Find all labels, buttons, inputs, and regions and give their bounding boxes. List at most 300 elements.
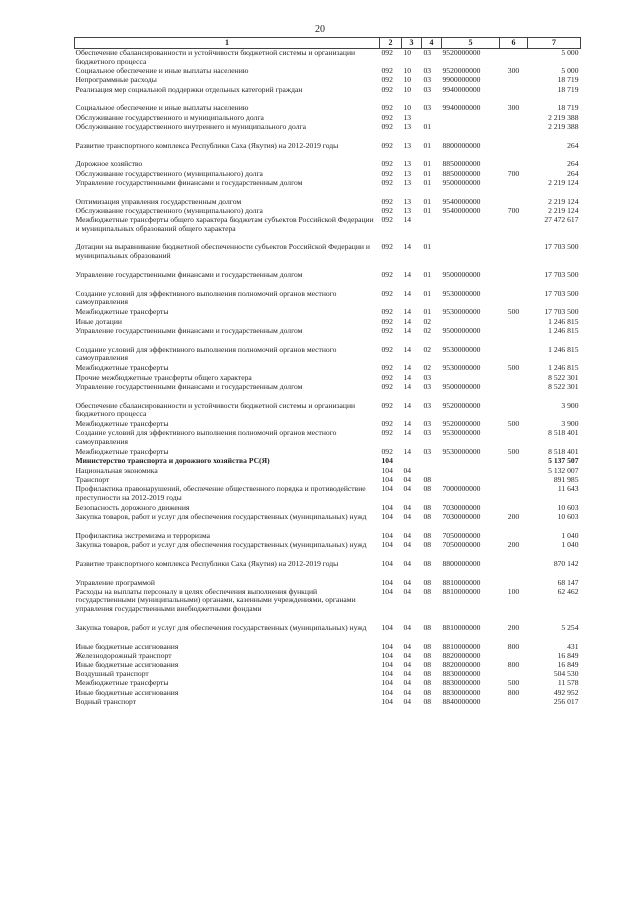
table-row — [75, 689, 581, 698]
row-code-section: 14 — [403, 289, 412, 298]
row-code-target — [442, 467, 500, 476]
row-name: Воздушный транспорт — [75, 670, 149, 679]
row-code-grbs: 104 — [381, 541, 393, 549]
row-amount: 2 219 388 — [548, 113, 579, 122]
row-amount: 27 472 617 — [544, 215, 579, 224]
row-name: Безопасность дорожного движения — [75, 503, 190, 512]
row-code-type — [500, 698, 528, 707]
row-code-grbs: 092 — [381, 67, 393, 76]
row-code-section: 13 — [403, 113, 412, 122]
row-code-subsection: 01 — [423, 160, 432, 169]
row-amount: 10 603 — [557, 513, 579, 522]
row-code-section: 04 — [403, 541, 412, 549]
row-code-target: 9540000000 — [442, 197, 481, 206]
row-code-subsection: 01 — [423, 206, 432, 215]
row-code-grbs: 104 — [381, 513, 393, 522]
row-code-subsection: 03 — [423, 48, 432, 57]
row-amount: 68 147 — [557, 578, 579, 587]
row-code-grbs: 104 — [381, 587, 393, 596]
table-row — [75, 643, 581, 652]
row-amount: 8 518 401 — [548, 448, 579, 457]
header-col-1: 1 — [75, 38, 380, 49]
row-code-grbs: 092 — [381, 85, 393, 94]
row-code-grbs: 104 — [381, 475, 393, 484]
row-code-section: 04 — [403, 587, 412, 596]
row-name: Социальное обеспечение и иные выплаты населению — [75, 104, 249, 113]
row-code-grbs: 092 — [381, 104, 393, 113]
table-row — [75, 402, 581, 421]
row-amount: 2 219 124 — [548, 178, 579, 187]
table-row — [75, 476, 581, 485]
table-row — [75, 374, 581, 383]
row-amount: 5 137 507 — [548, 457, 579, 466]
row-name: Иные бюджетные ассигнования — [75, 660, 179, 669]
row-code-section: 10 — [403, 76, 412, 85]
row-code-type — [500, 560, 528, 579]
row-code-target — [442, 243, 500, 270]
row-name: Транспорт — [75, 475, 110, 484]
row-amount: 891 985 — [553, 475, 579, 484]
row-code-type — [500, 383, 528, 402]
row-name: Создание условий для эффективного выполнения полномочий органов местного самоуправления — [75, 429, 337, 447]
row-code-section: 13 — [403, 169, 412, 178]
row-code-target: 9900000000 — [442, 76, 481, 85]
row-code-subsection: 08 — [423, 485, 432, 494]
row-code-grbs: 092 — [381, 160, 393, 169]
row-code-subsection: 08 — [423, 660, 432, 669]
row-code-type: 800 — [507, 642, 520, 651]
table-row — [75, 198, 581, 207]
row-name: Управление государственными финансами и государственным долгом — [75, 382, 303, 391]
table-row — [75, 271, 581, 290]
row-code-target: 7030000000 — [442, 503, 481, 512]
row-name: Непрограммные расходы — [75, 76, 157, 85]
row-code-type: 500 — [507, 308, 520, 317]
row-amount: 870 142 — [553, 559, 579, 568]
row-code-subsection: 08 — [423, 688, 432, 697]
row-code-type: 200 — [507, 623, 520, 632]
row-code-section: 04 — [403, 466, 412, 475]
table-row — [75, 104, 581, 113]
row-code-type: 500 — [507, 420, 520, 429]
row-code-section: 04 — [403, 697, 412, 706]
row-amount: 492 952 — [553, 688, 579, 697]
row-amount: 16 849 — [557, 651, 579, 660]
row-code-grbs: 092 — [381, 364, 393, 373]
row-name: Управление государственными финансами и государственным долгом — [75, 178, 303, 187]
header-col-3: 3 — [402, 38, 422, 49]
row-code-type — [500, 123, 528, 142]
row-code-subsection: 08 — [423, 578, 432, 587]
row-code-target: 8820000000 — [442, 651, 481, 660]
row-amount: 1 246 815 — [548, 317, 579, 326]
row-amount: 11 643 — [557, 485, 579, 494]
header-col-6: 6 — [500, 38, 528, 49]
row-name: Обеспечение сбалансированности и устойчивости бюджетной системы и организации бюджетного процесса — [75, 48, 356, 66]
header-row — [75, 38, 581, 49]
row-code-subsection: 01 — [423, 197, 432, 206]
row-code-subsection: 08 — [423, 513, 432, 522]
row-code-target: 9540000000 — [442, 206, 481, 215]
row-code-section: 14 — [403, 345, 412, 354]
row-amount: 8 518 401 — [548, 429, 579, 438]
row-code-grbs: 104 — [381, 670, 393, 679]
row-amount: 5 254 — [561, 623, 579, 632]
row-amount: 256 017 — [553, 697, 579, 706]
row-code-section: 04 — [403, 503, 412, 512]
row-code-type — [500, 86, 528, 105]
row-code-section: 13 — [403, 122, 412, 131]
row-code-type — [500, 179, 528, 198]
header-col-7: 7 — [528, 38, 581, 49]
row-code-target: 9940000000 — [442, 104, 481, 113]
row-code-subsection: 08 — [423, 559, 432, 568]
row-code-target: 7050000000 — [442, 531, 481, 540]
row-code-subsection: 02 — [423, 364, 432, 373]
row-code-target: 8810000000 — [442, 578, 481, 587]
row-code-grbs: 092 — [381, 317, 393, 326]
table-row — [75, 49, 581, 68]
row-code-type — [500, 504, 528, 513]
row-code-grbs: 092 — [381, 215, 393, 224]
row-code-type — [500, 327, 528, 346]
row-amount: 17 703 500 — [544, 270, 579, 279]
row-amount: 18 719 — [557, 76, 579, 85]
row-code-subsection — [422, 216, 442, 243]
row-code-section: 04 — [403, 623, 412, 632]
row-code-section: 04 — [403, 485, 412, 494]
row-code-section — [402, 457, 422, 466]
table-row — [75, 364, 581, 373]
row-amount: 8 522 301 — [548, 373, 579, 382]
row-amount: 62 462 — [557, 587, 579, 596]
row-code-grbs: 104 — [381, 531, 393, 540]
row-code-type — [500, 670, 528, 679]
row-code-subsection: 03 — [423, 85, 432, 94]
row-code-type: 100 — [507, 587, 520, 596]
row-code-subsection: 08 — [423, 623, 432, 632]
row-code-subsection: 01 — [423, 122, 432, 131]
row-name: Развитие транспортного комплекса Республики Саха (Якутия) на 2012-2019 годы — [75, 559, 339, 568]
row-name: Развитие транспортного комплекса Республики Саха (Якутия) на 2012-2019 годы — [75, 141, 339, 150]
row-code-target: 9530000000 — [442, 308, 481, 317]
row-code-type — [500, 142, 528, 161]
row-code-target: 7030000000 — [442, 513, 481, 522]
row-name: Иные бюджетные ассигнования — [75, 688, 179, 697]
row-code-target — [442, 374, 500, 383]
row-code-grbs: 092 — [381, 141, 393, 150]
row-code-subsection: 03 — [423, 67, 432, 76]
table-row — [75, 560, 581, 579]
row-name: Обеспечение сбалансированности и устойчивости бюджетной системы и организации бюджетного процесса — [75, 401, 356, 419]
row-code-grbs: 104 — [381, 623, 393, 632]
row-code-grbs: 104 — [381, 559, 393, 568]
row-code-section: 10 — [403, 67, 412, 76]
table-row — [75, 652, 581, 661]
row-code-target: 8810000000 — [442, 587, 481, 596]
table-row — [75, 179, 581, 198]
row-code-section: 04 — [403, 642, 412, 651]
row-name: Реализация мер социальной поддержки отдельных категорий граждан — [75, 85, 303, 94]
row-amount: 1 246 815 — [548, 364, 579, 373]
table-row — [75, 67, 581, 76]
row-name: Дорожное хозяйство — [75, 160, 143, 169]
row-code-subsection: 08 — [423, 503, 432, 512]
row-code-target: 9500000000 — [442, 270, 481, 279]
row-name: Обслуживание государственного и муниципального долга — [75, 113, 264, 122]
row-code-subsection: 08 — [423, 587, 432, 596]
row-code-section: 04 — [403, 651, 412, 660]
row-amount: 1 040 — [561, 531, 579, 540]
table-row — [75, 346, 581, 365]
row-code-type — [500, 318, 528, 327]
row-code-target — [442, 457, 500, 466]
table-row — [75, 420, 581, 429]
row-code-section: 14 — [403, 382, 412, 391]
row-code-target: 9530000000 — [442, 345, 481, 354]
row-name: Межбюджетные трансферты — [75, 364, 169, 373]
row-code-target: 9520000000 — [442, 420, 481, 429]
row-code-target: 8830000000 — [442, 688, 481, 697]
row-code-type: 700 — [507, 206, 520, 215]
row-name: Национальная экономика — [75, 466, 158, 475]
table-row — [75, 504, 581, 513]
row-code-subsection: 01 — [423, 169, 432, 178]
row-amount: 17 703 500 — [544, 308, 579, 317]
row-code-section: 10 — [403, 104, 412, 113]
row-code-target: 8850000000 — [442, 169, 481, 178]
row-code-type — [500, 374, 528, 383]
row-code-type — [500, 532, 528, 541]
table-row — [75, 383, 581, 402]
row-code-grbs: 092 — [381, 382, 393, 391]
row-code-subsection: 03 — [423, 76, 432, 85]
row-code-subsection: 01 — [423, 243, 432, 252]
row-code-subsection: 03 — [423, 401, 432, 410]
row-code-section: 13 — [403, 178, 412, 187]
table-row — [75, 170, 581, 179]
row-code-subsection: 08 — [423, 531, 432, 540]
row-name: Дотации на выравнивание бюджетной обеспеченности субъектов Российской Федерации и муниципальных образований — [75, 243, 370, 260]
row-code-subsection: 08 — [423, 697, 432, 706]
table-row — [75, 679, 581, 688]
row-code-target: 8820000000 — [442, 660, 481, 669]
row-code-type — [500, 429, 528, 448]
row-code-type — [500, 346, 528, 365]
table-row — [75, 86, 581, 105]
row-code-target: 9500000000 — [442, 326, 481, 335]
row-code-section: 14 — [403, 429, 412, 438]
row-amount: 1 040 — [561, 541, 579, 549]
row-amount: 16 849 — [557, 660, 579, 669]
budget-table — [74, 37, 581, 707]
row-name: Расходы на выплаты персоналу в целях обеспечения выполнения функций государственными (муниципальными) органами, казенными учреждениями, органами управления государственными внебюджетными фондами — [75, 587, 356, 613]
row-code-section: 10 — [403, 85, 412, 94]
row-code-grbs: 092 — [381, 326, 393, 335]
table-row — [75, 624, 581, 643]
row-code-target: 9520000000 — [442, 401, 481, 410]
row-code-grbs: 092 — [381, 420, 393, 429]
row-code-section: 14 — [403, 243, 412, 252]
row-code-subsection: 02 — [423, 317, 432, 326]
row-name: Обслуживание государственного (муниципального) долга — [75, 206, 263, 215]
row-code-target — [442, 123, 500, 142]
row-code-subsection: 08 — [423, 541, 432, 549]
table-row — [75, 290, 581, 309]
table-row — [75, 579, 581, 588]
row-code-subsection: 08 — [423, 651, 432, 660]
row-name: Водный транспорт — [75, 697, 137, 706]
row-code-target: 9940000000 — [442, 85, 481, 94]
row-amount: 10 603 — [557, 503, 579, 512]
row-name: Прочие межбюджетные трансферты общего характера — [75, 373, 252, 382]
row-code-section: 04 — [403, 670, 412, 679]
row-code-subsection: 08 — [423, 642, 432, 651]
row-code-target: 8840000000 — [442, 697, 481, 706]
row-code-target — [442, 476, 500, 485]
row-code-subsection: 03 — [423, 382, 432, 391]
row-code-target: 8810000000 — [442, 623, 481, 632]
row-code-target — [442, 114, 500, 123]
row-code-subsection: 08 — [423, 475, 432, 484]
row-name: Оптимизация управления государственным долгом — [75, 197, 242, 206]
table-row — [75, 661, 581, 670]
row-code-target: 9530000000 — [442, 289, 481, 298]
row-code-subsection: 03 — [423, 448, 432, 457]
row-amount: 5 132 007 — [548, 466, 579, 475]
row-code-type — [500, 476, 528, 485]
row-code-target: 8810000000 — [442, 642, 481, 651]
row-code-grbs: 092 — [381, 76, 393, 85]
row-name: Закупка товаров, работ и услуг для обеспечения государственных (муниципальных) нужд — [75, 541, 367, 549]
row-amount: 11 578 — [557, 679, 579, 688]
row-code-type: 200 — [507, 513, 520, 522]
table-row — [75, 670, 581, 679]
table-row — [75, 114, 581, 123]
table-row — [75, 216, 581, 243]
row-amount: 2 219 124 — [548, 206, 579, 215]
row-code-type — [500, 485, 528, 504]
row-code-subsection — [422, 457, 442, 466]
row-code-section: 13 — [403, 160, 412, 169]
row-code-type — [500, 243, 528, 270]
row-code-target: 8800000000 — [442, 141, 481, 150]
row-code-grbs: 092 — [381, 270, 393, 279]
row-code-type: 200 — [507, 541, 520, 549]
row-code-section: 14 — [403, 215, 412, 224]
row-name: Создание условий для эффективного выполнения полномочий органов местного самоуправления — [75, 345, 337, 363]
row-code-target — [442, 216, 500, 243]
row-code-grbs: 092 — [381, 373, 393, 382]
row-code-grbs: 104 — [381, 578, 393, 587]
row-code-type — [500, 467, 528, 476]
row-code-type — [500, 76, 528, 85]
row-code-grbs: 092 — [381, 206, 393, 215]
row-amount: 5 000 — [561, 48, 579, 57]
header-col-5: 5 — [442, 38, 500, 49]
row-code-type — [500, 160, 528, 169]
row-code-section: 14 — [403, 401, 412, 410]
row-code-grbs: 104 — [381, 485, 393, 494]
row-code-section: 14 — [403, 270, 412, 279]
row-code-type: 300 — [507, 104, 520, 113]
table-row — [75, 541, 581, 560]
page-number: 20 — [315, 24, 325, 35]
table-row — [75, 429, 581, 448]
row-amount: 3 900 — [561, 401, 579, 410]
row-amount: 2 219 388 — [548, 122, 579, 131]
row-code-type — [500, 290, 528, 309]
row-code-target: 9520000000 — [442, 48, 481, 57]
row-code-grbs: 104 — [381, 503, 393, 512]
table-row — [75, 123, 581, 142]
table-row — [75, 327, 581, 346]
row-code-subsection: 01 — [423, 141, 432, 150]
row-name: Межбюджетные трансферты — [75, 448, 169, 457]
row-code-subsection: 08 — [423, 670, 432, 679]
row-name: Управление программой — [75, 578, 155, 587]
row-code-subsection: 03 — [423, 429, 432, 438]
row-amount: 264 — [567, 169, 579, 178]
row-code-type — [500, 216, 528, 243]
row-code-grbs: 092 — [381, 289, 393, 298]
row-amount: 18 719 — [557, 85, 579, 94]
row-code-section: 14 — [403, 317, 412, 326]
row-code-grbs: 092 — [381, 169, 393, 178]
row-name: Межбюджетные трансферты — [75, 420, 169, 429]
row-code-type — [500, 402, 528, 421]
row-amount: 264 — [567, 141, 579, 150]
row-code-target: 8800000000 — [442, 559, 481, 568]
table-row — [75, 448, 581, 457]
row-code-subsection: 02 — [423, 345, 432, 354]
row-code-section: 10 — [403, 48, 412, 57]
row-name: Обслуживание государственного (муниципального) долга — [75, 169, 263, 178]
row-amount: 431 — [567, 642, 579, 651]
row-code-grbs: 092 — [381, 113, 393, 122]
row-code-grbs: 104 — [381, 697, 393, 706]
row-name: Закупка товаров, работ и услуг для обеспечения государственных (муниципальных) нужд — [75, 623, 367, 632]
row-code-section: 04 — [403, 531, 412, 540]
row-code-section: 14 — [403, 364, 412, 373]
row-amount: 2 219 124 — [548, 197, 579, 206]
row-code-target — [442, 318, 500, 327]
row-name: Иные дотации — [75, 317, 122, 326]
row-code-type: 300 — [507, 67, 520, 76]
row-code-grbs: 092 — [381, 401, 393, 410]
row-code-grbs: 092 — [381, 429, 393, 438]
row-code-section: 14 — [403, 420, 412, 429]
row-code-subsection: 03 — [423, 420, 432, 429]
row-code-grbs: 104 — [381, 651, 393, 660]
row-code-target: 7000000000 — [442, 485, 481, 494]
row-code-type: 500 — [507, 364, 520, 373]
row-code-grbs: 092 — [381, 243, 393, 252]
row-code-grbs: 092 — [381, 122, 393, 131]
row-code-subsection: 08 — [423, 679, 432, 688]
row-amount: 8 522 301 — [548, 382, 579, 391]
row-code-section: 13 — [403, 197, 412, 206]
table-row — [75, 467, 581, 476]
table-row — [75, 243, 581, 270]
row-name: Межбюджетные трансферты — [75, 308, 169, 317]
row-amount: 1 246 815 — [548, 326, 579, 335]
table-row — [75, 698, 581, 707]
header-col-2: 2 — [380, 38, 402, 49]
row-code-grbs: 104 — [381, 679, 393, 688]
row-code-subsection: 01 — [423, 308, 432, 317]
row-code-target: 9520000000 — [442, 67, 481, 76]
